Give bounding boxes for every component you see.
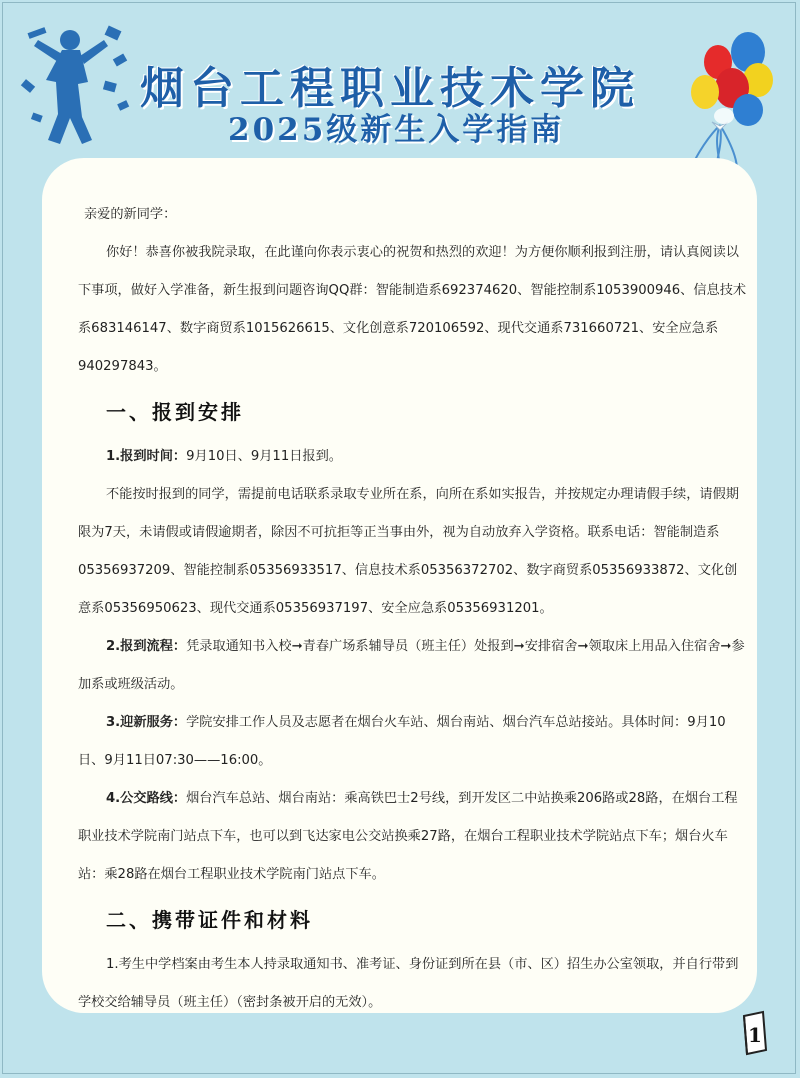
documents-item: 1.考生中学档案由考生本人持录取通知书、准考证、身份证到所在县（市、区）招生办公室领取，并自行带到学校交给辅导员（班主任）（密封条被开启的无效）。 [78,957,739,1010]
report-process-text: 凭录取通知书入校➞青春广场系辅导员（班主任）处报到➞安排宿舍➞领取床上用品入住宿舍➞参加系或班级活动。 [78,639,745,692]
page-number: 1 [748,1023,762,1047]
header [0,0,800,170]
report-time-item [78,438,748,476]
bus-route-label: 4.公交路线： [106,791,187,806]
welcome-service-text: 学院安排工作人员及志愿者在烟台火车站、烟台南站、烟台汽车总站接站。具体时间：9月10日、9月11日07:30——16:00。 [78,715,726,768]
report-time-text: 9月10日、9月11日报到。 [186,449,342,464]
intro-paragraph: 你好！恭喜你被我院录取，在此谨向你表示衷心的祝贺和热烈的欢迎！为方便你顺利报到注册，请认真阅读以下事项，做好入学准备，新生报到问题咨询QQ群：智能制造系692374620、智能控制系1053900946、信息技术系683146147、数字商贸系1015626615、文化创意系720106592、现代交通系731660721、安全应急系940297843。 [78,245,747,374]
bus-route-item [78,780,748,894]
page-number-icon [741,1010,769,1056]
welcome-service-item [78,704,748,780]
leave-note-paragraph: 不能按时报到的同学，需提前电话联系录取专业所在系，向所在系如实报告，并按规定办理请假手续，请假期限为7天，未请假或请假逾期者，除因不可抗拒等正当事由外，视为自动放弃入学资格。联系电话：智能制造系05356937209、智能控制系05356933517、信息技术系05356372702、数字商贸系05356933872、文化创意系05356950623、现代交通系05356937197、安全应急系05356931201。 [78,487,739,616]
bus-route-text: 烟台汽车总站、烟台南站：乘高铁巴士2号线，到开发区二中站换乘206路或28路，在烟台工程职业技术学院南门站点下车，也可以到飞达家电公交站换乘27路，在烟台工程职业技术学院站点下车；烟台火车站：乘28路在烟台工程职业技术学院南门站点下车。 [78,791,738,882]
letter-body [78,196,748,1022]
page-subtitle: 2025级新生入学指南 [228,112,565,148]
report-time-label: 1.报到时间： [106,449,187,464]
report-process-label: 2.报到流程： [106,639,187,654]
page-title: 烟台工程职业技术学院 [140,63,640,114]
report-process-item [78,628,748,704]
welcome-service-label: 3.迎新服务： [106,715,187,730]
greeting: 亲爱的新同学： [84,207,177,222]
section-heading-documents: 二、携带证件和材料 [106,908,313,932]
section-heading-arrangement: 一、报到安排 [106,400,244,424]
graduate-silhouette-icon [18,22,138,152]
